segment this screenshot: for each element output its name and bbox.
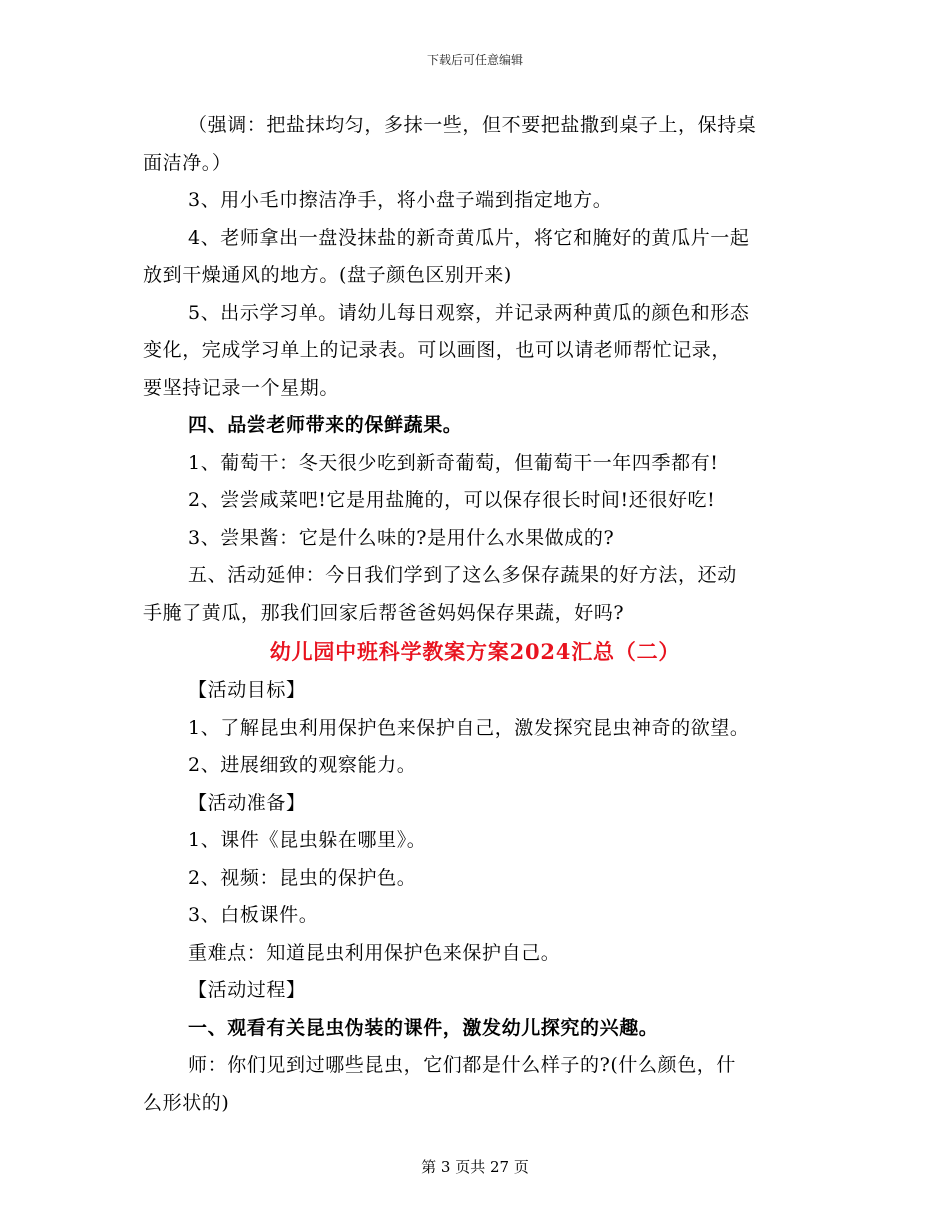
subheading: 【活动准备】 xyxy=(188,791,306,814)
paragraph: 5、出示学习单。请幼儿每日观察，并记录两种黄瓜的颜色和形态 xyxy=(188,301,750,324)
paragraph: （强调：把盐抹均匀，多抹一些，但不要把盐撒到桌子上，保持桌 xyxy=(188,114,757,136)
paragraph: 1、课件《昆虫躲在哪里》。 xyxy=(188,829,427,851)
paragraph: 1、了解昆虫利用保护色来保护自己，激发探究昆虫神奇的欲望。 xyxy=(188,716,750,739)
paragraph: 变化，完成学习单上的记录表。可以画图，也可以请老师帮忙记录， xyxy=(143,339,732,361)
subheading: 【活动过程】 xyxy=(188,979,306,1001)
page-header: 下载后可任意编辑 xyxy=(426,53,523,67)
subheading: 【活动目标】 xyxy=(188,679,306,701)
paragraph-group-2 xyxy=(143,672,807,1122)
paragraph: 要坚持记录一个星期。 xyxy=(143,376,340,399)
paragraph: 3、用小毛巾擦洁净手，将小盘子端到指定地方。 xyxy=(188,189,613,211)
paragraph: 2、视频：昆虫的保护色。 xyxy=(188,866,417,889)
paragraph: 面洁净。） xyxy=(143,151,232,174)
paragraph-group-1 xyxy=(143,107,807,632)
section-heading: 四、品尝老师带来的保鲜蔬果。 xyxy=(188,414,463,436)
paragraph: 五、活动延伸：今日我们学到了这么多保存蔬果的好方法，还动 xyxy=(188,564,737,586)
paragraph: 2、尝尝咸菜吧!它是用盐腌的，可以保存很长时间!还很好吃! xyxy=(188,489,716,511)
page-footer: 第 3 页共 27 页 xyxy=(421,1158,529,1176)
paragraph: 手腌了黄瓜，那我们回家后帮爸爸妈妈保存果蔬，好吗? xyxy=(143,601,625,624)
paragraph: 放到干燥通风的地方。(盘子颜色区别开来) xyxy=(143,264,512,286)
section-heading: 一、观看有关昆虫伪装的课件，激发幼儿探究的兴趣。 xyxy=(188,1016,659,1039)
paragraph: 么形状的) xyxy=(143,1091,230,1114)
paragraph: 3、白板课件。 xyxy=(188,904,319,926)
paragraph: 重难点：知道昆虫利用保护色来保护自己。 xyxy=(188,941,561,964)
document-body xyxy=(143,107,807,1122)
paragraph: 4、老师拿出一盘没抹盐的新奇黄瓜片，将它和腌好的黄瓜片一起 xyxy=(188,226,750,249)
paragraph: 师：你们见到过哪些昆虫，它们都是什么样子的?(什么颜色，什 xyxy=(188,1054,737,1076)
paragraph: 1、葡萄干：冬天很少吃到新奇葡萄，但葡萄干一年四季都有! xyxy=(188,451,719,474)
paragraph: 3、尝果酱：它是什么味的?是用什么水果做成的? xyxy=(188,526,615,549)
paragraph: 2、进展细致的观察能力。 xyxy=(188,754,417,776)
section-title: 幼儿园中班科学教案方案2024汇总（二） xyxy=(269,639,681,664)
